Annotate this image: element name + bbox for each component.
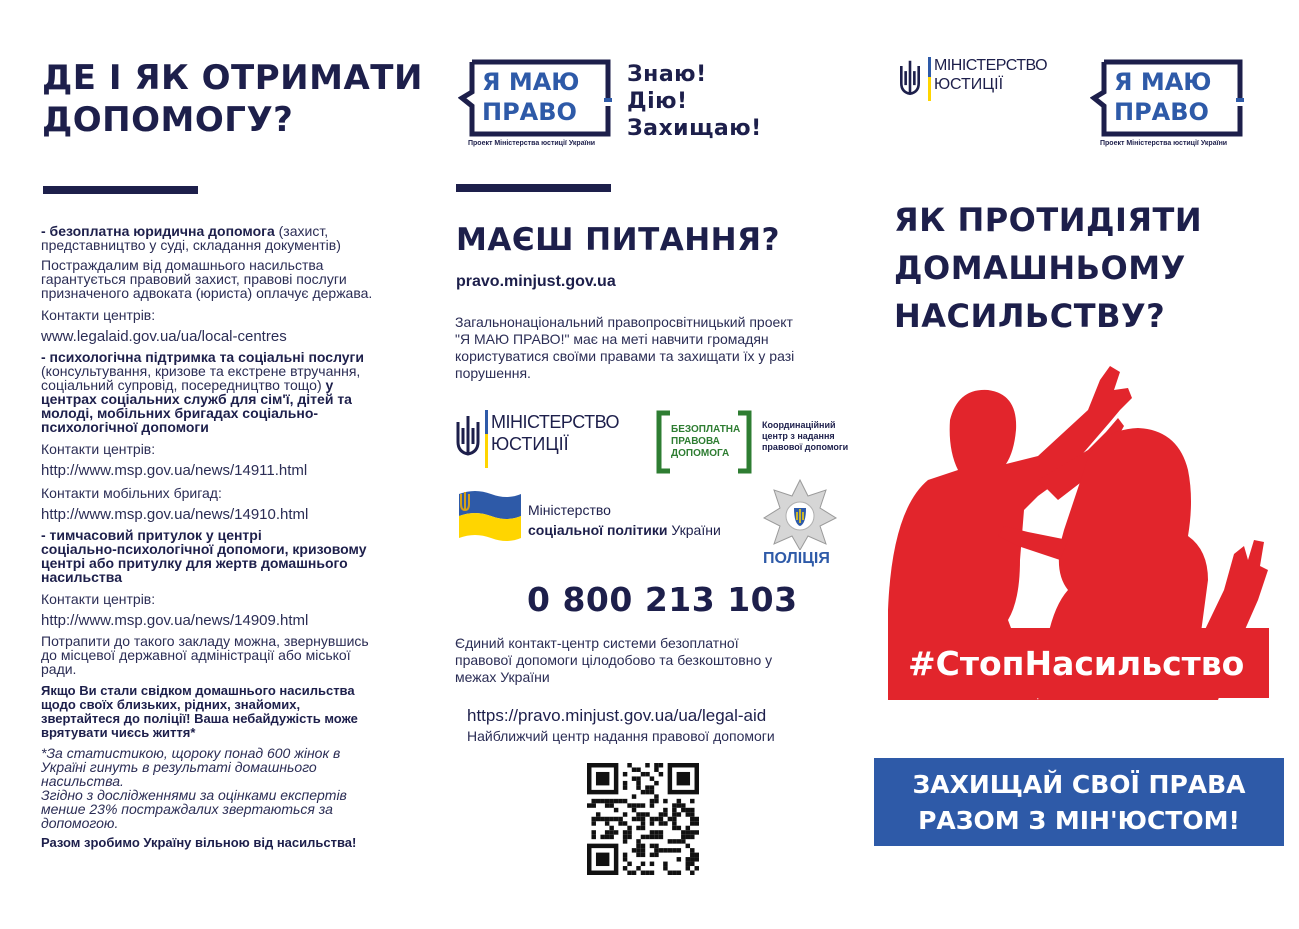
coord-line: центр з надання (762, 431, 835, 441)
police-text: ПОЛІЦІЯ (763, 550, 830, 567)
shelter-access-3: ради. (41, 661, 77, 677)
bpd-text-2: ПРАВОВА (671, 436, 720, 447)
coord-line: правової допомоги (762, 442, 849, 452)
note-line: менше 23% постраждалих звертаються за (41, 801, 333, 817)
desc-line: порушення. (455, 365, 531, 381)
note-line: *За статистикою, щороку понад 600 жінок в (41, 745, 341, 761)
left-body (41, 224, 436, 850)
hotline-phone[interactable]: 0 800 213 103 (527, 580, 798, 619)
witness-appeal-1: Якщо Ви стали свідком домашнього насильства (41, 683, 355, 698)
msp-logo (455, 486, 755, 546)
contacts-label: Контакти центрів: (41, 591, 156, 607)
shelter-heading: - тимчасовий притулок у центрі (41, 527, 262, 543)
psych-support-detail-5: психологічної допомоги (41, 419, 209, 435)
logo-text-2: ПРАВО (482, 98, 577, 126)
logo-caption: Проект Міністерства юстиції України (1100, 140, 1228, 147)
psych-support-detail-3: центрах соціальних служб для сім'ї, дітей та (41, 391, 352, 407)
center-line: Єдиний контакт-центр системи безоплатної (455, 635, 739, 651)
police-logo (760, 478, 840, 570)
desc-line: Загальнонаціональний правопросвітницький проект (455, 314, 793, 330)
bpd-text-3: ДОПОМОГА (671, 448, 730, 459)
logo-text-1: Я МАЮ (482, 68, 580, 96)
logo-text-2: ПРАВО (1114, 98, 1209, 126)
middle-divider (456, 184, 611, 192)
msp-text-rest: України (667, 522, 721, 538)
msp-link-14911[interactable]: http://www.msp.gov.ua/news/14911.html (41, 462, 308, 479)
minjust-small-text-1: МІНІСТЕРСТВО (934, 57, 1048, 74)
project-description (455, 314, 855, 382)
center-line: межах України (455, 669, 550, 685)
mobile-contacts-label: Контакти мобільних бригад: (41, 485, 222, 501)
note-line: допомогою. (41, 815, 119, 831)
slogan-line2: Дію! (627, 89, 688, 114)
contact-center-desc (455, 635, 855, 686)
shelter-detail-1: соціально-психологічної допомоги, кризовому (41, 541, 367, 557)
coord-line: Координаційний (762, 420, 836, 430)
psych-support-heading: - психологічна підтримка та соціальні послуги (41, 349, 364, 365)
desc-line: користуватися своїми правами та захищати їх у разі (455, 348, 795, 364)
guarantee-text-3: призначеного адвоката (юриста) оплачує держава. (41, 285, 373, 301)
minjust-text-1: МІНІСТЕРСТВО (491, 412, 620, 432)
msp-text-bold: соціальної політики (528, 522, 668, 538)
flag-stripe-blue (928, 57, 931, 77)
minjust-text-2: ЮСТИЦІЇ (491, 434, 569, 454)
psych-support-detail-1: (консультування, кризове та екстрене втручання, (41, 363, 361, 379)
bpd-logo (656, 410, 752, 474)
left-title-line1: ДЕ І ЯК ОТРИМАТИ (42, 58, 423, 98)
bpd-text-1: БЕЗОПЛАТНА (671, 424, 741, 435)
police-star-icon (760, 478, 840, 550)
cta-line2: РАЗОМ З МІН'ЮСТОМ! (918, 806, 1240, 835)
logo-caption: Проект Міністерства юстиції України (468, 140, 596, 147)
logo-text-1: Я МАЮ (1114, 68, 1212, 96)
ya-mayu-pravo-logo-right (1090, 58, 1246, 150)
psych-support-detail-2: соціальний супровід, посередництво тощо) у (41, 377, 334, 393)
note-line: насильства. (41, 773, 124, 789)
site-url[interactable]: pravo.minjust.gov.ua (456, 273, 616, 290)
left-divider (43, 186, 198, 194)
ya-mayu-pravo-logo (458, 58, 614, 150)
msp-link-14909[interactable]: http://www.msp.gov.ua/news/14909.html (41, 612, 309, 629)
closing-slogan: Разом зробимо Україну вільною від насильства! (41, 835, 357, 850)
shelter-detail-3: насильства (41, 569, 122, 585)
witness-appeal-4: врятувати чиєсь життя* (41, 725, 196, 740)
question-title: МАЄШ ПИТАННЯ? (456, 222, 780, 258)
coord-center-text (762, 420, 848, 453)
witness-appeal-2: щодо своїх близьких, рідних, знайомих, (41, 697, 301, 712)
msp-text-1: Міністерство (528, 502, 611, 518)
legalaid-link[interactable]: www.legalaid.gov.ua/ua/local-centres (41, 328, 287, 345)
minjust-small-text-2: ЮСТИЦІЇ (934, 76, 1004, 93)
right-title-line2: ДОМАШНЬОМУ (894, 249, 1186, 287)
witness-appeal-3: звертайтеся до поліції! Ваша небайдужість може (41, 711, 358, 726)
shelter-access-2: до місцевої державної адміністрації або міської (41, 647, 351, 663)
slogan-line1: Знаю! (627, 62, 707, 87)
center-line: правової допомоги цілодобово та безкоштовно у (455, 652, 773, 668)
msp-link-14910[interactable]: http://www.msp.gov.ua/news/14910.html (41, 506, 309, 523)
statistics-note (41, 746, 436, 830)
legal-aid-detail: представництво у суді, складання документів) (41, 237, 341, 253)
trident-icon (455, 414, 481, 460)
shelter-detail-2: центрі або притулку для жертв домашнього (41, 555, 348, 571)
note-line: Україні гинуть в результаті домашнього (41, 759, 317, 775)
contacts-label: Контакти центрів: (41, 307, 156, 323)
guarantee-text-1: Постраждалим від домашнього насильства (41, 257, 324, 273)
desc-line: "Я МАЮ ПРАВО!" має на меті навчити громадян (455, 331, 769, 347)
minjust-logo (455, 408, 625, 470)
flag-stripe-yellow (928, 77, 931, 101)
flag-stripe-yellow (485, 434, 488, 468)
cta-line1: ЗАХИЩАЙ СВОЇ ПРАВА (912, 770, 1246, 799)
psych-support-detail-4: молоді, мобільних бригадах соціально- (41, 405, 319, 421)
legal-aid-link[interactable]: https://pravo.minjust.gov.ua/ua/legal-aid (467, 706, 767, 725)
trident-icon (898, 59, 922, 99)
flag-stripe-blue (485, 410, 488, 434)
right-title-line1: ЯК ПРОТИДІЯТИ (894, 201, 1203, 239)
legal-aid-item: - безоплатна юридична допомога (захист, (41, 223, 329, 239)
note-line: Згідно з дослідженнями за оцінками експертів (41, 787, 347, 803)
right-title-line3: НАСИЛЬСТВУ? (894, 297, 1166, 335)
hashtag-text: #СтопНасильство (908, 644, 1245, 683)
shelter-access-1: Потрапити до такого закладу можна, звернувшись (41, 633, 369, 649)
left-title-line2: ДОПОМОГУ? (42, 100, 294, 140)
minjust-logo-small (898, 55, 1068, 103)
ukraine-flag-icon (455, 486, 525, 544)
contacts-label: Контакти центрів: (41, 441, 156, 457)
qr-code-icon[interactable] (587, 763, 699, 875)
slogan-line3: Захищаю! (627, 116, 762, 141)
guarantee-text-2: гарантується правовий захист, правові послуги (41, 271, 347, 287)
msp-text-2 (528, 522, 721, 538)
nearest-center-text: Найближчий центр надання правової допомоги (467, 728, 775, 744)
